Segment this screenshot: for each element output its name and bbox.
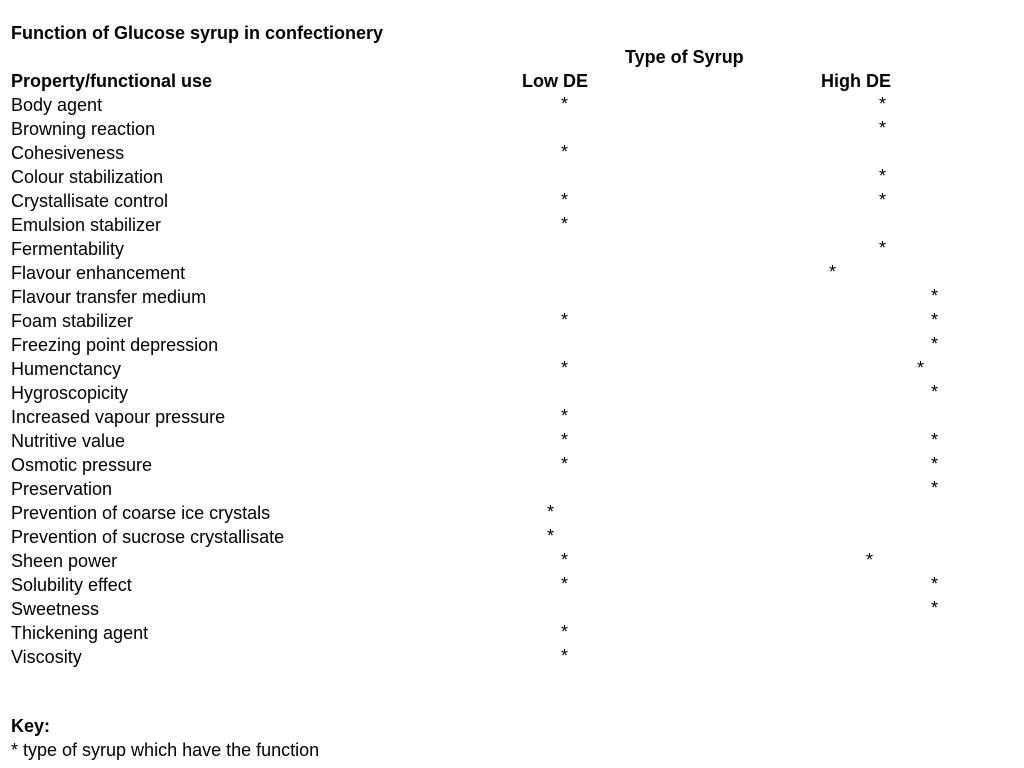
property-label: Crystallisate control: [11, 191, 169, 211]
low-de-marker: *: [561, 406, 569, 426]
high-de-marker: *: [931, 334, 939, 354]
low-de-marker: *: [561, 574, 569, 594]
table-row: [0, 165, 1024, 189]
table-row: [0, 333, 1024, 357]
property-label: Hygroscopicity: [11, 383, 129, 403]
table-row: [0, 549, 1024, 573]
table-row: [0, 237, 1024, 261]
high-de-marker: *: [879, 94, 887, 114]
property-label: Preservation: [11, 479, 113, 499]
high-de-marker: *: [879, 190, 887, 210]
property-label: Colour stabilization: [11, 167, 164, 187]
table-row: [0, 429, 1024, 453]
property-label: Prevention of sucrose crystallisate: [11, 527, 285, 547]
low-de-marker: *: [561, 94, 569, 114]
table-row: [0, 453, 1024, 477]
high-de-marker: *: [931, 478, 939, 498]
table-row: [0, 645, 1024, 669]
property-label: Freezing point depression: [11, 335, 219, 355]
high-de-marker: *: [931, 382, 939, 402]
high-de-marker: *: [931, 454, 939, 474]
property-label: Browning reaction: [11, 119, 156, 139]
low-de-marker: *: [561, 190, 569, 210]
key-text: * type of syrup which have the function: [11, 740, 320, 760]
property-label: Emulsion stabilizer: [11, 215, 162, 235]
table-row: [0, 597, 1024, 621]
table-row: [0, 189, 1024, 213]
high-de-marker: *: [931, 574, 939, 594]
low-de-marker: *: [561, 550, 569, 570]
property-label: Prevention of coarse ice crystals: [11, 503, 271, 523]
high-de-marker: *: [866, 550, 874, 570]
table-row: [0, 405, 1024, 429]
table-row: [0, 357, 1024, 381]
table-row: [0, 285, 1024, 309]
table-row: [0, 309, 1024, 333]
low-de-marker: *: [561, 646, 569, 666]
property-label: Solubility effect: [11, 575, 132, 595]
high-de-marker: *: [931, 286, 939, 306]
low-de-column-heading: Low DE: [522, 71, 588, 91]
table-row: [0, 261, 1024, 285]
property-label: Flavour transfer medium: [11, 287, 207, 307]
table-row: [0, 381, 1024, 405]
property-label: Increased vapour pressure: [11, 407, 226, 427]
property-label: Nutritive value: [11, 431, 126, 451]
table-row: [0, 525, 1024, 549]
low-de-marker: *: [547, 526, 555, 546]
high-de-marker: *: [879, 238, 887, 258]
table-row: [0, 573, 1024, 597]
property-label: Osmotic pressure: [11, 455, 153, 475]
table-row: [0, 117, 1024, 141]
table-row: [0, 621, 1024, 645]
low-de-marker: *: [547, 502, 555, 522]
high-de-column-heading: High DE: [821, 71, 891, 91]
table-row: [0, 477, 1024, 501]
property-label: Cohesiveness: [11, 143, 125, 163]
low-de-marker: *: [561, 430, 569, 450]
table-row: [0, 93, 1024, 117]
high-de-marker: *: [879, 166, 887, 186]
property-table: [0, 93, 1024, 669]
property-label: Thickening agent: [11, 623, 149, 643]
page-title: Function of Glucose syrup in confectionery: [11, 23, 384, 43]
table-row: [0, 501, 1024, 525]
high-de-marker: *: [931, 430, 939, 450]
high-de-marker: *: [879, 118, 887, 138]
property-label: Viscosity: [11, 647, 82, 667]
low-de-marker: *: [561, 142, 569, 162]
low-de-marker: *: [561, 310, 569, 330]
low-de-marker: *: [561, 454, 569, 474]
type-of-syrup-heading: Type of Syrup: [625, 47, 744, 67]
property-column-heading: Property/functional use: [11, 71, 213, 91]
low-de-marker: *: [561, 214, 569, 234]
key-heading: Key:: [11, 716, 51, 736]
property-label: Flavour enhancement: [11, 263, 186, 283]
high-de-marker: *: [917, 358, 925, 378]
high-de-marker: *: [829, 262, 837, 282]
property-label: Sweetness: [11, 599, 100, 619]
low-de-marker: *: [561, 358, 569, 378]
high-de-marker: *: [931, 310, 939, 330]
high-de-marker: *: [931, 598, 939, 618]
property-label: Foam stabilizer: [11, 311, 134, 331]
table-row: [0, 213, 1024, 237]
property-label: Humenctancy: [11, 359, 122, 379]
property-label: Sheen power: [11, 551, 118, 571]
table-row: [0, 141, 1024, 165]
property-label: Body agent: [11, 95, 103, 115]
low-de-marker: *: [561, 622, 569, 642]
property-label: Fermentability: [11, 239, 125, 259]
